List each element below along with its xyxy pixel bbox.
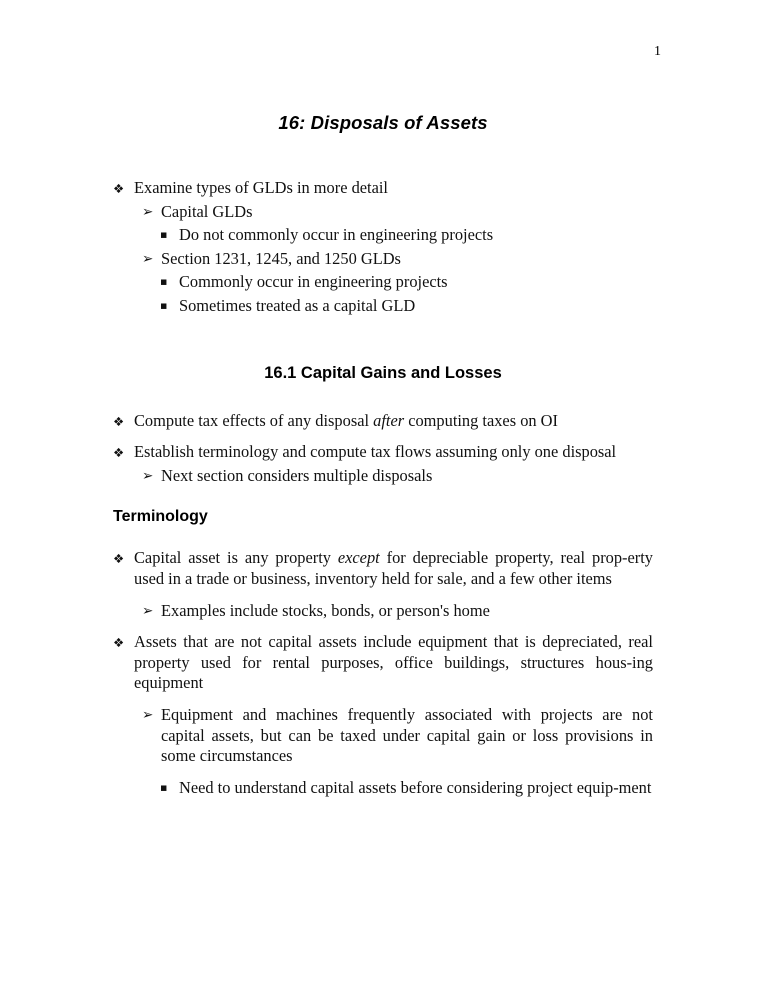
list-item-label bbox=[134, 548, 653, 589]
list-item-label: Establish terminology and compute tax flows assuming only one disposal bbox=[134, 442, 617, 462]
spacer bbox=[113, 767, 653, 778]
list-item bbox=[160, 296, 653, 317]
list-item bbox=[113, 632, 653, 694]
floral-heart-bullet-icon: ❖ bbox=[113, 413, 125, 429]
spacer bbox=[113, 621, 653, 632]
list-item bbox=[160, 778, 653, 799]
list-item bbox=[142, 601, 653, 622]
list-item-label: Equipment and machines frequently associated with projects are not capital assets, but can be taxed under capital gain or loss provisions in some circumstances bbox=[161, 704, 653, 766]
list-item-label: Examples include stocks, bonds, or person's home bbox=[161, 600, 490, 620]
list-item bbox=[160, 272, 653, 293]
spacer bbox=[113, 527, 653, 548]
section-terminology-body bbox=[113, 548, 653, 798]
spacer bbox=[113, 317, 653, 363]
arrowhead-bullet-icon: ➢ bbox=[142, 203, 154, 220]
floral-heart-bullet-icon: ❖ bbox=[113, 635, 125, 651]
spacer bbox=[113, 590, 653, 601]
list-item bbox=[113, 548, 653, 589]
text-fragment: Capital asset is any property bbox=[134, 548, 338, 568]
emphasis-text: except bbox=[337, 548, 380, 568]
section-intro bbox=[113, 178, 653, 317]
document-content bbox=[113, 100, 653, 798]
square-bullet-icon: ▪ bbox=[160, 228, 168, 242]
list-item bbox=[160, 225, 653, 246]
emphasis-text: after bbox=[373, 410, 405, 430]
arrowhead-bullet-icon: ➢ bbox=[142, 602, 154, 619]
list-item-label: Section 1231, 1245, and 1250 GLDs bbox=[161, 248, 401, 268]
list-item bbox=[113, 178, 653, 199]
spacer bbox=[113, 486, 653, 507]
square-bullet-icon: ▪ bbox=[160, 780, 168, 794]
floral-heart-bullet-icon: ❖ bbox=[113, 181, 125, 196]
text-fragment: computing taxes on OI bbox=[404, 410, 558, 430]
list-item-label: Sometimes treated as a capital GLD bbox=[179, 295, 416, 315]
list-item-label: Assets that are not capital assets include equipment that is depreciated, real property used for rental purposes, office buildings, structures hous-ing equipment bbox=[134, 632, 653, 693]
text-fragment: for depreciable property, real prop-erty used in a trade or business, inventory held for sale, and a few other items bbox=[134, 548, 653, 588]
text-fragment: Compute tax effects of any disposal bbox=[134, 410, 374, 430]
list-item bbox=[142, 466, 653, 487]
list-item-label: Do not commonly occur in engineering projects bbox=[179, 225, 494, 245]
arrowhead-bullet-icon: ➢ bbox=[142, 250, 154, 267]
section-heading-terminology: Terminology bbox=[113, 508, 208, 526]
list-item bbox=[142, 202, 653, 223]
arrowhead-bullet-icon: ➢ bbox=[142, 706, 154, 723]
list-item-label: Next section considers multiple disposals bbox=[161, 465, 433, 485]
square-bullet-icon: ▪ bbox=[160, 275, 168, 289]
list-item-label: Examine types of GLDs in more detail bbox=[134, 178, 388, 197]
spacer bbox=[113, 694, 653, 705]
list-item bbox=[113, 411, 653, 432]
arrowhead-bullet-icon: ➢ bbox=[142, 467, 154, 484]
square-bullet-icon: ▪ bbox=[160, 298, 168, 312]
list-item-label: Capital GLDs bbox=[161, 201, 253, 221]
floral-heart-bullet-icon: ❖ bbox=[113, 551, 125, 567]
list-item bbox=[113, 442, 653, 463]
list-item-label bbox=[134, 411, 653, 432]
list-item bbox=[142, 705, 653, 767]
section-16-1-body bbox=[113, 411, 653, 487]
list-item-label: Need to understand capital assets before considering project equip-ment bbox=[179, 777, 652, 797]
list-item bbox=[142, 249, 653, 270]
page-title: 16: Disposals of Assets bbox=[278, 112, 488, 133]
page-number: 1 bbox=[654, 44, 661, 59]
spacer bbox=[113, 431, 653, 442]
list-item-label: Commonly occur in engineering projects bbox=[179, 272, 448, 292]
spacer bbox=[113, 134, 653, 178]
spacer bbox=[113, 383, 653, 411]
section-heading-16-1: 16.1 Capital Gains and Losses bbox=[264, 363, 502, 382]
floral-heart-bullet-icon: ❖ bbox=[113, 445, 125, 461]
